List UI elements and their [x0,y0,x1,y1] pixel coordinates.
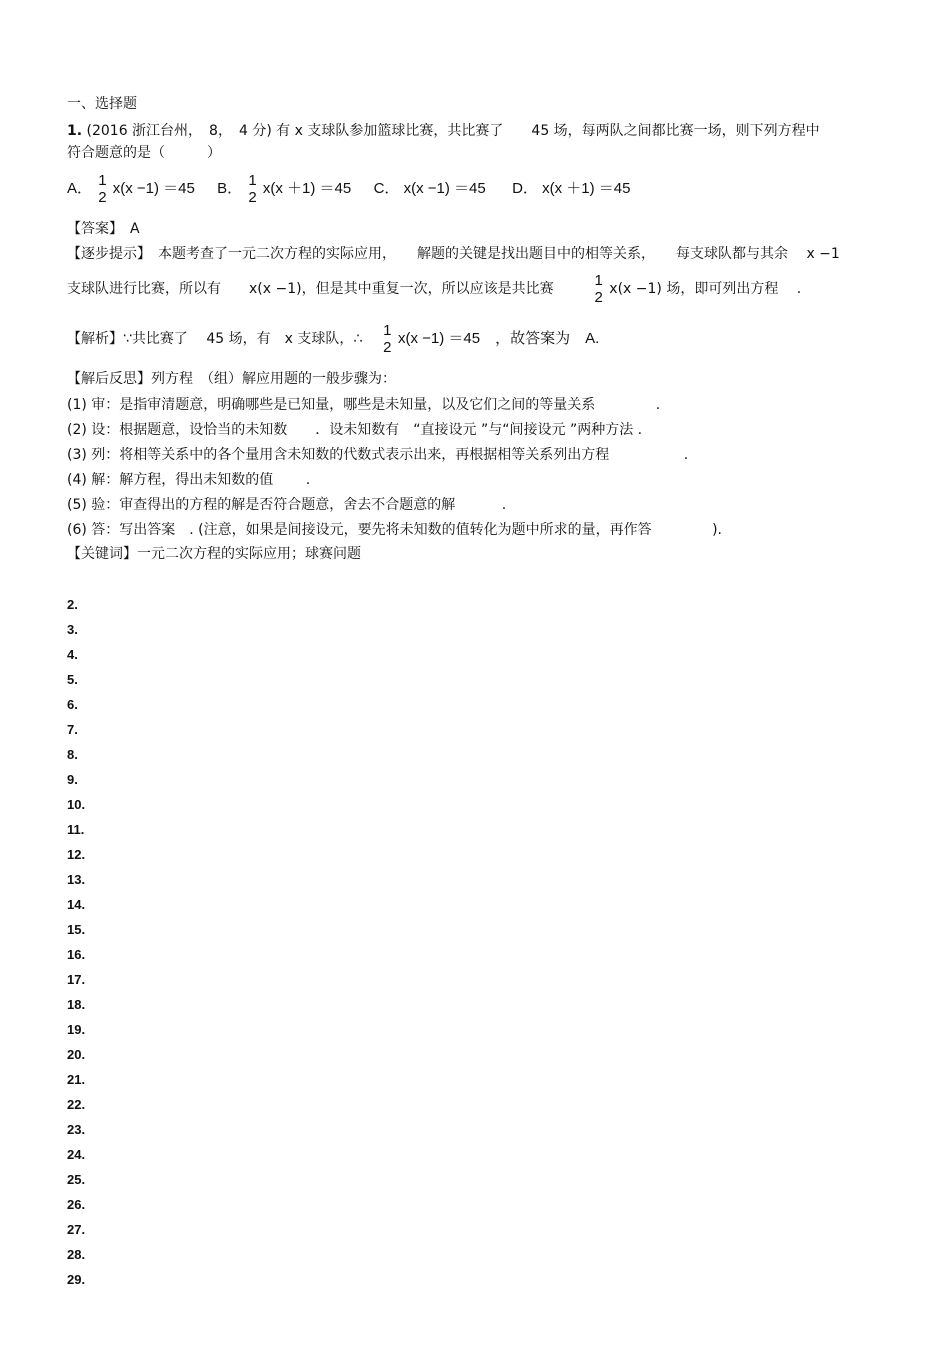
question-number-item: 18. [67,997,86,1012]
question-number-item: 3. [67,622,78,637]
question-number-item: 15. [67,922,86,937]
question-number-item: 8. [67,747,78,762]
question-number-item: 7. [67,722,78,737]
option-b-fraction: 1 2 [248,172,257,206]
answer-line: 【答案】 A [67,221,140,237]
question-number-item: 4. [67,647,78,662]
step-6: (6) 答：写出答案 . (注意，如果是间接设元，要先将未知数的值转化为题中所求的量，再作答 ). [67,522,723,538]
question-number-item: 14. [67,897,86,912]
analysis-text-a: 【解析】∵共比赛了 45 场，有 x 支球队，∴ [67,331,363,347]
question-stem-line2: 符合题意的是（ ） [67,145,221,161]
option-b-expr: x(x ＋1) ＝45 [262,179,352,197]
analysis-text-b: x(x −1) ＝45 ，故答案为 A. [397,330,600,347]
question-number-item: 23. [67,1122,86,1137]
option-a-label: A． [67,179,93,197]
question-number-item: 17. [67,972,86,987]
hint-text-a: 支球队进行比赛，所以有 x(x −1)，但是其中重复一次，所以应该是共比赛 [67,281,554,297]
reflection-title: 【解后反思】列方程 （组）解应用题的一般步骤为： [67,371,396,387]
question-number-item: 24. [67,1147,86,1162]
question-number-item: 28. [67,1247,86,1262]
question-stem-line1: (2016 浙江台州， 8， 4 分) 有 x 支球队参加篮球比赛，共比赛了 45 场，每两队之间都比赛一场，则下列方程中 [86,123,820,139]
hint-text-b: x(x −1) 场，即可列出方程 . [609,281,802,297]
question-1-stem [67,122,820,140]
option-d-label: D． [512,179,538,197]
question-number-item: 21. [67,1072,86,1087]
question-number: 1. [67,123,83,139]
question-number-item: 20. [67,1047,86,1062]
question-number-item: 12. [67,847,86,862]
option-c-label: C． [373,179,400,197]
question-number-item: 29. [67,1272,86,1287]
hint-line1: 【逐步提示】 本题考查了一元二次方程的实际应用， 解题的关键是找出题目中的相等关系， 每支球队都与其余 x −1 [67,246,840,262]
analysis-fraction: 1 2 [383,322,392,356]
question-number-item: 25. [67,1172,86,1187]
step-3: (3) 列：将相等关系中的各个量用含未知数的代数式表示出来，再根据相等关系列出方程 . [67,447,689,463]
question-number-item: 19. [67,1022,86,1037]
option-c-expr: x(x −1) ＝45 [403,179,486,197]
question-number-item: 26. [67,1197,86,1212]
hint-fraction: 1 2 [594,272,603,306]
option-a-expr: x(x −1) ＝45 [112,179,195,197]
section-title: 一、选择题 [67,96,137,112]
step-5: (5) 验：审查得出的方程的解是否符合题意，舍去不合题意的解 . [67,497,507,513]
question-number-item: 16. [67,947,86,962]
question-number-item: 5. [67,672,78,687]
question-number-item: 13. [67,872,86,887]
option-a-fraction: 1 2 [98,172,107,206]
question-number-item: 10. [67,797,86,812]
question-number-item: 6. [67,697,78,712]
question-options [67,172,630,206]
question-number-item: 2. [67,597,78,612]
analysis-line [67,322,599,356]
question-number-item: 11. [67,822,85,837]
question-number-item: 9. [67,772,78,787]
step-2: (2) 设：根据题意，设恰当的未知数 ．设未知数有 “直接设元 ”与“间接设元 ”两种方法 . [67,422,643,438]
keywords-line: 【关键词】一元二次方程的实际应用；球赛问题 [67,546,361,562]
question-number-item: 22. [67,1097,86,1112]
option-b-label: B． [217,179,243,197]
option-d-expr: x(x ＋1) ＝45 [542,179,631,197]
step-4: (4) 解：解方程，得出未知数的值 . [67,472,311,488]
step-1: (1) 审：是指审清题意，明确哪些是已知量，哪些是未知量，以及它们之间的等量关系 . [67,397,661,413]
question-number-item: 27. [67,1222,86,1237]
hint-line2 [67,272,801,306]
